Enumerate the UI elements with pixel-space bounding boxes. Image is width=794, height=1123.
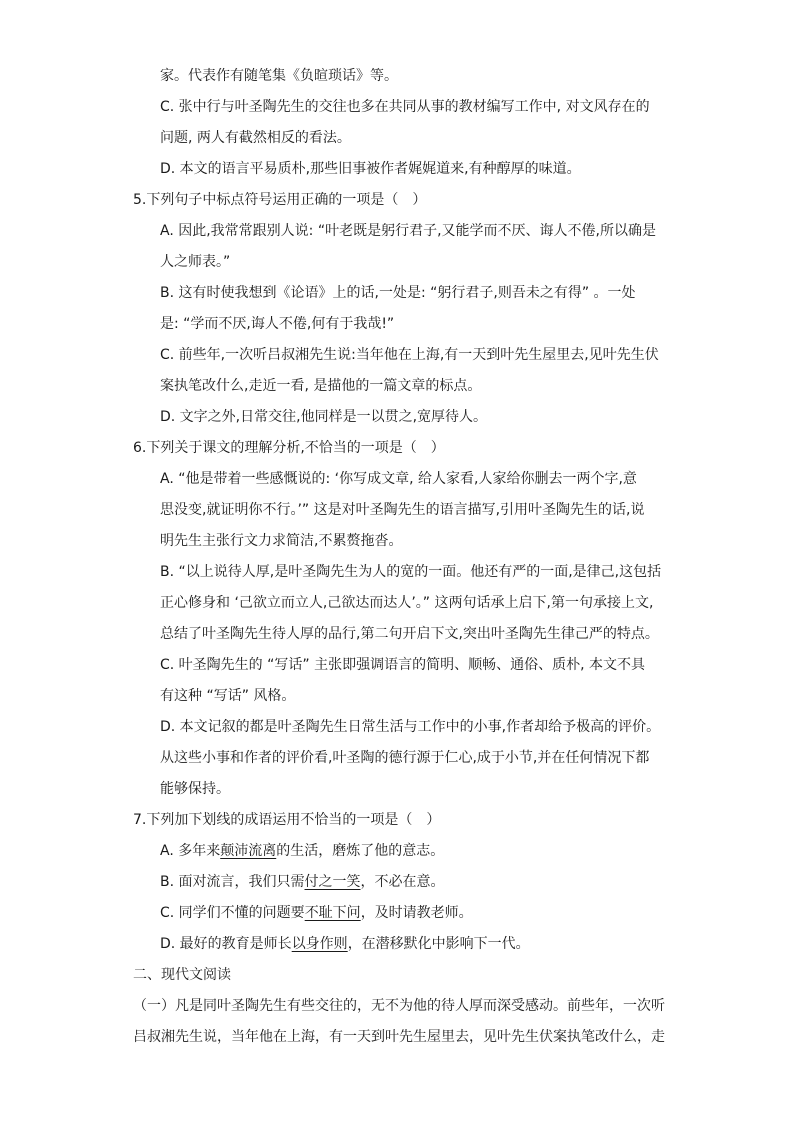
section-title: 二、现代文阅读 [133,967,231,983]
text-line: 思没变,就证明你不行。’” 这是对叶圣陶先生的语言描写,引用叶圣陶先生的话,说 [160,502,645,518]
option-d: D. 本文的语言平易质朴,那些旧事被作者娓娓道来,有种醇厚的味道。 [160,161,581,177]
option-c [160,903,473,923]
option-a: A. “他是带着一些感慨说的: ‘你写成文章, 给人家看,人家给你删去一两个字,意 [160,471,637,487]
option-d: D. 本文记叙的都是叶圣陶先生日常生活与工作中的小事,作者却给予极高的评价。 [160,719,661,735]
text-line: 是: “学而不厌,诲人不倦,何有于我哉!” [160,316,395,332]
passage-line: 吕叔湘先生说，当年他在上海，有一天到叶先生屋里去，见叶先生伏案执笔改什么，走 [133,1029,665,1045]
underlined-idiom: 不耻下问 [304,905,361,921]
option-text: A. 多年来 [160,843,221,859]
option-text: ，在潜移默化中影响下一代。 [347,936,530,952]
option-text: ，不必在意。 [360,874,445,890]
text-line: 家。代表作有随笔集《负暄琐话》等。 [160,68,398,84]
option-c: C. 前些年,一次听吕叔湘先生说:当年他在上海,有一天到叶先生屋里去,见叶先生伏 [160,347,659,363]
underlined-idiom: 付之一笑 [304,874,361,890]
option-c: C. 张中行与叶圣陶先生的交往也多在共同从事的教材编写工作中, 对文风存在的 [160,99,650,115]
underlined-idiom: 以身作则 [291,936,348,952]
option-b: B. 这有时使我想到《论语》上的话,一处是: “躬行君子,则吾未之有得” 。一处 [160,285,636,301]
text-line: 案执笔改什么,走近一看, 是描他的一篇文章的标点。 [160,378,482,394]
option-text: C. 同学们不懂的问题要 [160,905,305,921]
text-line: 正心修身和 ‘己欲立而立人,己欲达而达人’。” 这两句话承上启下,第一句承接上文, [160,595,654,611]
option-text: 的生活，磨炼了他的意志。 [276,843,445,859]
text-line: 明先生主张行文力求简洁,不累赘拖沓。 [160,533,403,549]
text-line: 能够保持。 [160,781,230,797]
option-d: D. 文字之外,日常交往,他同样是一以贯之,宽厚待人。 [160,409,488,425]
option-b: B. “以上说待人厚,是叶圣陶先生为人的宽的一面。他还有严的一面,是律己,这包括 [160,564,662,580]
option-a: A. 因此,我常常跟别人说: “叶老既是躬行君子,又能学而不厌、诲人不倦,所以确是 [160,223,656,239]
option-c: C. 叶圣陶先生的 “写话” 主张即强调语言的简明、顺畅、通俗、质朴, 本文不具 [160,657,645,673]
underlined-idiom: 颠沛流离 [220,843,277,859]
option-text: D. 最好的教育是师长 [160,936,292,952]
text-line: 从这些小事和作者的评价看,叶圣陶的德行源于仁心,成于小节,并在任何情况下都 [160,750,650,766]
option-text: ，及时请教老师。 [360,905,473,921]
text-line: 有这种 “写话” 风格。 [160,688,296,704]
option-a [160,841,444,861]
option-b [160,872,445,892]
question-6: 6.下列关于课文的理解分析,不恰当的一项是（ ） [133,440,445,456]
question-5: 5.下列句子中标点符号运用正确的一项是（ ） [133,192,427,208]
passage-line: （一）凡是同叶圣陶先生有些交往的，无不为他的待人厚而深受感动。前些年，一次听 [133,998,665,1014]
text-line: 总结了叶圣陶先生待人厚的品行,第二句开启下文,突出叶圣陶先生律己严的特点。 [160,626,659,642]
option-d [160,934,530,954]
option-text: B. 面对流言，我们只需 [160,874,305,890]
text-line: 问题, 两人有截然相反的看法。 [160,130,351,146]
question-7: 7.下列加下划线的成语运用不恰当的一项是（ ） [133,812,441,828]
text-line: 人之师表。” [160,254,231,270]
